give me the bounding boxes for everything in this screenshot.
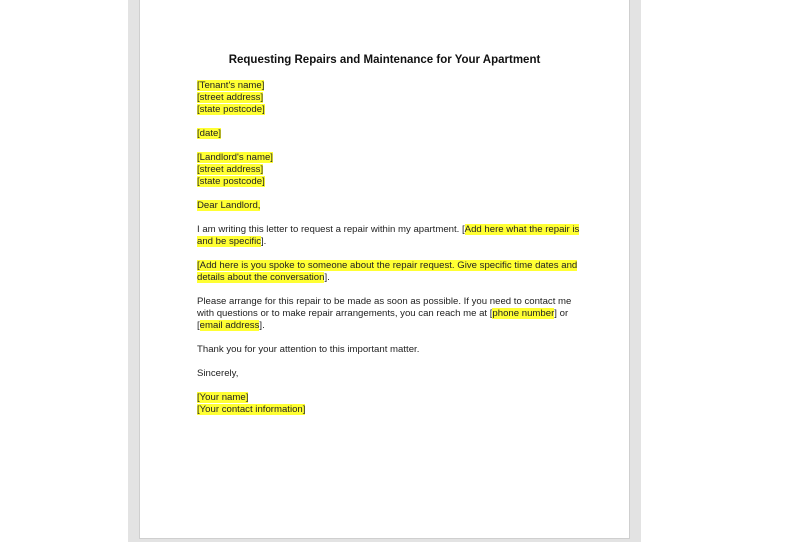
p1-bracket-close: ].	[261, 236, 267, 247]
landlord-name: [Landlord's name]	[197, 152, 273, 163]
landlord-address-block	[197, 152, 582, 188]
p3-text: Please arrange for this repair to be made as soon as possible. If you need to contact me with questions or to make repair arrangements, you can reach me at [	[197, 296, 572, 319]
p1-bracket-open: [	[462, 224, 465, 235]
salutation	[197, 200, 582, 212]
salutation-text: Dear Landlord,	[197, 200, 261, 211]
email-placeholder: email address	[199, 320, 260, 331]
your-contact: [Your contact information]	[197, 404, 306, 415]
p1-repair-placeholder: Add here what the repair is and be specific	[197, 224, 580, 247]
phone-placeholder: phone number	[492, 308, 555, 319]
date-placeholder: [date]	[197, 128, 222, 139]
paragraph-conversation	[197, 260, 582, 284]
p2-close: ].	[324, 272, 330, 283]
p3-end: ].	[259, 320, 265, 331]
tenant-street: [street address]	[197, 92, 264, 103]
paragraph-contact	[197, 296, 582, 332]
paragraph-request	[197, 224, 582, 248]
letter-title: Requesting Repairs and Maintenance for Your Apartment	[228, 54, 541, 66]
p3-mid: ] or [	[197, 308, 569, 331]
document-page	[139, 0, 630, 539]
p2-conversation-placeholder: [Add here is you spoke to someone about the repair request. Give specific time dates and details about the conversation	[197, 260, 578, 283]
tenant-postcode: [state postcode]	[197, 104, 265, 115]
p1-text: I am writing this letter to request a repair within my apartment.	[197, 224, 462, 235]
landlord-street: [street address]	[197, 164, 264, 175]
your-name: [Your name]	[197, 392, 249, 403]
landlord-postcode: [state postcode]	[197, 176, 265, 187]
tenant-name: [Tenant's name]	[197, 80, 265, 91]
tenant-address-block	[197, 80, 582, 116]
signature-block	[197, 392, 582, 416]
paragraph-thanks: Thank you for your attention to this important matter.	[197, 344, 420, 355]
letter-body	[197, 80, 582, 428]
date-line	[197, 128, 582, 140]
closing: Sincerely,	[197, 368, 239, 379]
